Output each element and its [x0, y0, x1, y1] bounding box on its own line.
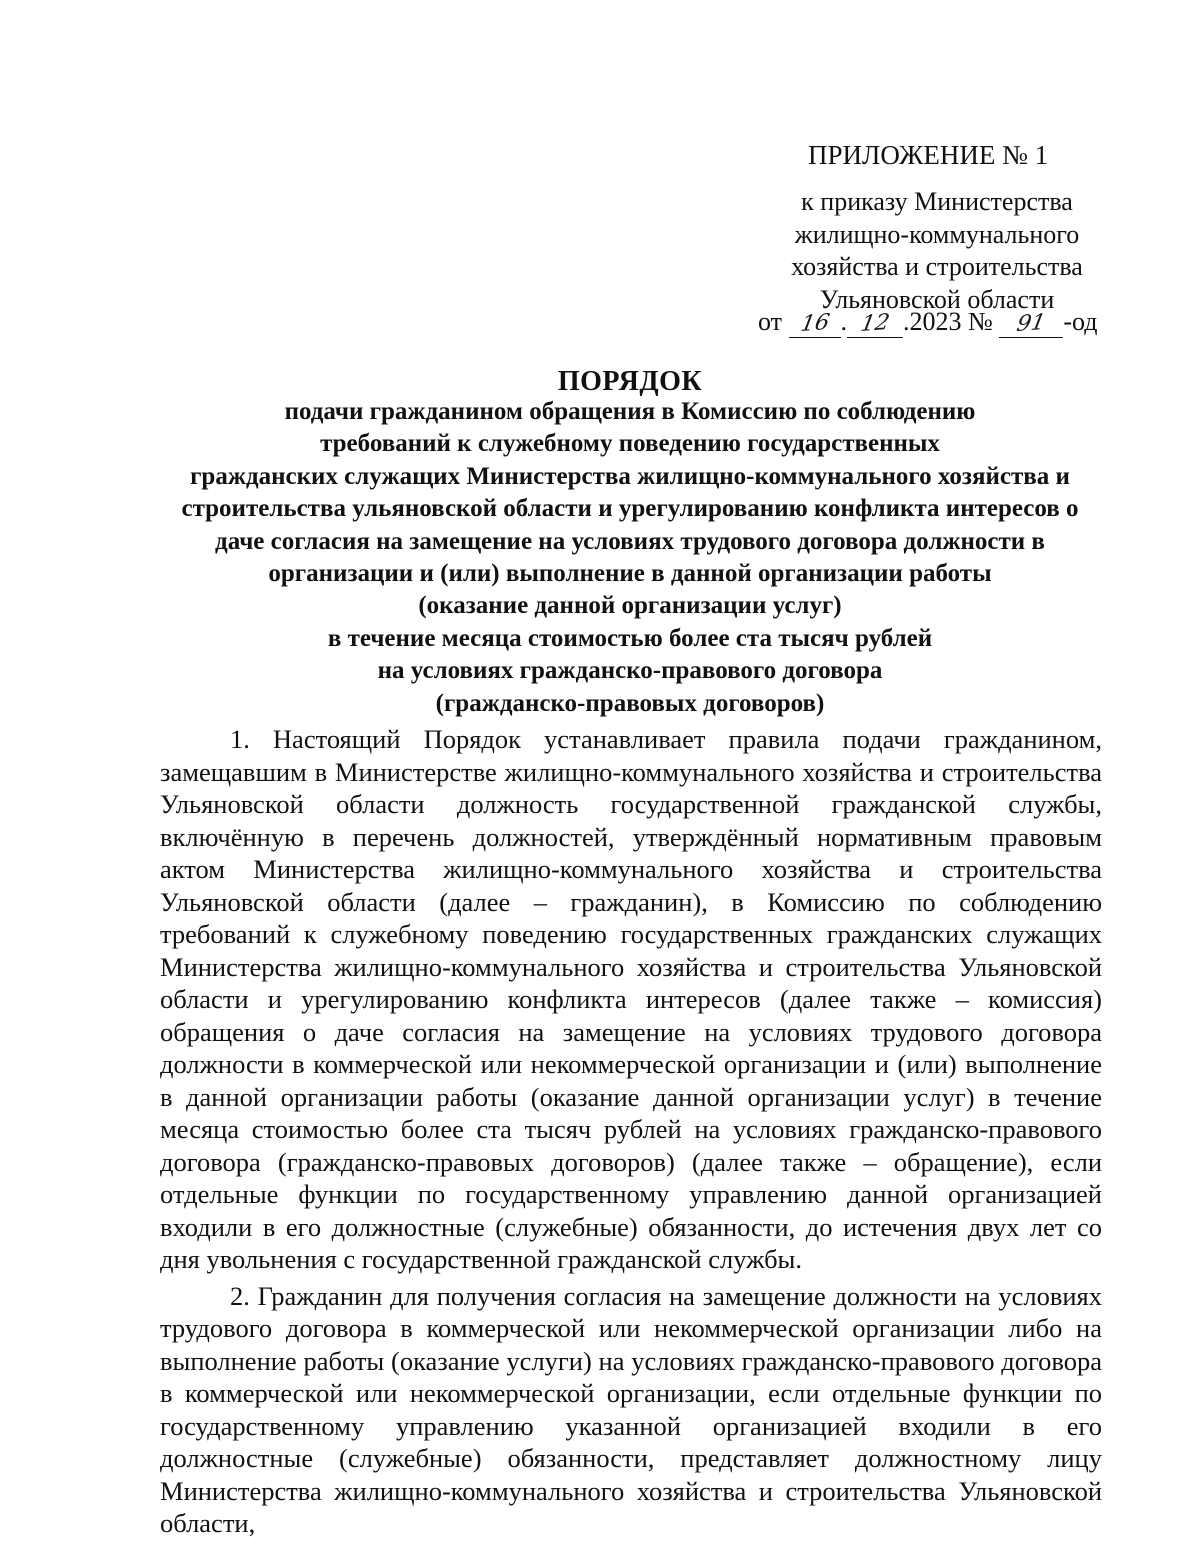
paragraph-2: 2. Гражданин для получения согласия на замещение должности на условиях трудового договора в коммерческой или некоммерческой организации либо на выполнение работы (оказание услуги) на условиях гражданско-правового договора в коммерческой или некоммерческой организации, если отдельные функции по государственному управлению указанной организацией входили в его должностные (служебные) обязанности, представляет должностному лицу Министерства жилищно-коммунального хозяйства и строительства Ульяновской области, [160, 1280, 1102, 1538]
document-body [160, 723, 1102, 1544]
order-suffix: -од [1063, 307, 1098, 336]
subtitle-line: организации и (или) выполнение в данной организации работы [268, 560, 992, 588]
subtitle-line: (гражданско-правовых договоров) [435, 689, 825, 717]
handwritten-day [789, 311, 841, 338]
document-subtitle [110, 396, 1150, 720]
document-title: ПОРЯДОК [557, 366, 703, 397]
date-separator: . [840, 307, 848, 336]
date-prefix: от [758, 307, 783, 336]
order-date-line [758, 305, 1097, 339]
handwritten-month-value: 12 [858, 310, 892, 337]
subtitle-line: на условиях гражданско-правового договора [377, 657, 883, 685]
subtitle-line: даче согласия на замещение на условиях трудового договора должности в [215, 527, 1045, 555]
subtitle-line: в течение месяца стоимостью более ста тысяч рублей [327, 624, 933, 652]
handwritten-order-number [999, 311, 1063, 338]
handwritten-month [847, 311, 903, 338]
order-ref-line: хозяйства и строительства [791, 252, 1083, 281]
appendix-title: ПРИЛОЖЕНИЕ № 1 [808, 140, 1049, 170]
subtitle-line: (оказание данной организации услуг) [418, 592, 842, 620]
order-ref-line: к приказу Министерства [801, 187, 1073, 216]
paragraph-1: 1. Настоящий Порядок устанавливает правила подачи гражданином, замещавшим в Министерстве жилищно-коммунального хозяйства и строительства Ульяновской области должность государственной гражданской службы, включённую в перечень должностей, утверждённый нормативным правовым актом Министерства жилищно-коммунального хозяйства и строительства Ульяновской области (далее – гражданин), в Комиссию по соблюдению требований к служебному поведению государственных гражданских служащих Министерства жилищно-коммунального хозяйства и строительства Ульяновской области и урегулированию конфликта интересов (далее также – комиссия) обращения о даче согласия на замещение на условиях трудового договора должности в коммерческой или некоммерческой организации и (или) выполнение в данной организации работы (оказание данной организации услуг) в течение месяца стоимостью более ста тысяч рублей на условиях гражданско-правового договора (гражданско-правовых договоров) (далее также – обращение), если отдельные функции по государственному управлению данной организацией входили в его должностные (служебные) обязанности, до истечения двух лет со дня увольнения с государственной гражданской службы. [160, 724, 1102, 1274]
handwritten-day-value: 16 [798, 310, 832, 337]
order-ref-line: жилищно-коммунального [794, 219, 1080, 249]
date-year: .2023 № [903, 307, 993, 336]
handwritten-order-number-value: 91 [1014, 310, 1048, 337]
subtitle-line: гражданских служащих Министерства жилищно-коммунального хозяйства и [190, 462, 1070, 490]
subtitle-line: подачи гражданином обращения в Комиссию по соблюдению [284, 398, 976, 425]
order-ref-line: Ульяновской области [819, 284, 1055, 314]
subtitle-line: строительства ульяновской области и урегулированию конфликта интересов о [181, 495, 1079, 523]
subtitle-line: требований к служебному поведению государственных [320, 430, 940, 458]
order-reference [752, 186, 1122, 316]
